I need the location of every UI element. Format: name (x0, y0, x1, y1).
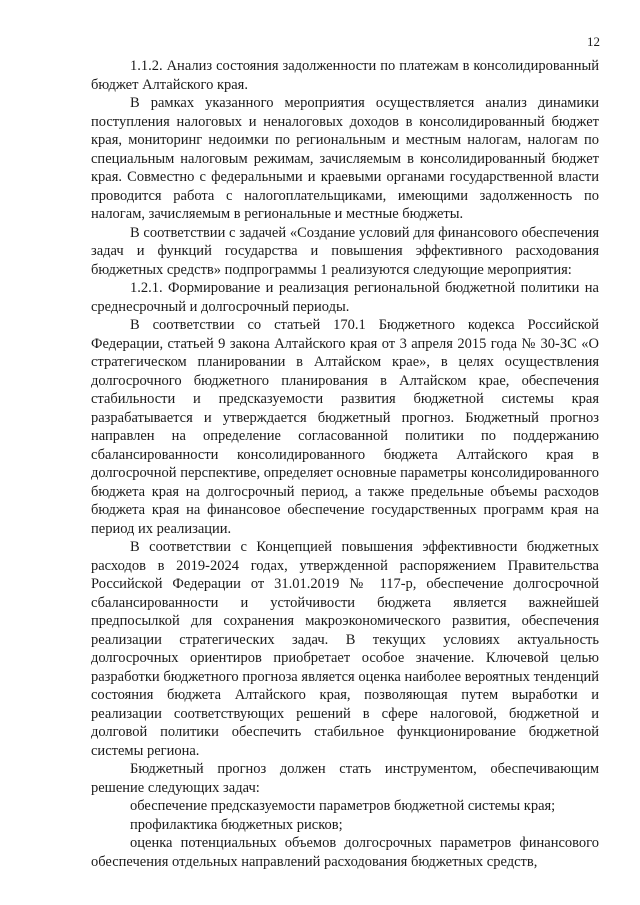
paragraph-budget-forecast: В соответствии со статьей 170.1 Бюджетного кодекса Российской Федерации, статьей 9 закона Алтайского края от 3 апреля 2015 года № 30-ЗС «О стратегическом планировании в Алтайском крае», в целях осуществления долгосрочного бюджетного планирования в Алтайском крае, обеспечения стабильности и предсказуемости развития бюджетной системы края разрабатывается и утверждается бюджетный прогноз. Бюджетный прогноз направлен на определение согласованной политики по поддержанию сбалансированности консолидированного бюджета Алтайского края в долгосрочной перспективе, определяет основные параметры консолидированного бюджета края на долгосрочный период, а также предельные объемы расходов бюджета края на финансовое обеспечение государственных программ края на период их реализации. (91, 317, 599, 537)
list-item: обеспечение предсказуемости параметров бюджетной системы края; (130, 798, 556, 814)
paragraph-concept: В соответствии с Концепцией повышения эффективности бюджетных расходов в 2019-2024 годах, утвержденной распоряжением Правительства Российской Федерации от 31.01.2019 № 117-р, обеспечение долгосрочной сбалансированности и устойчивости бюджета является важнейшей предпосылкой для сохранения макроэкономического развития, обеспечения реализации стратегических задач. В текущих условиях актуальность долгосрочных ориентиров приобретает особое значение. Ключевой целью разработки бюджетного прогноза является оценка наиболее вероятных тенденций состояния бюджета Алтайского края, позволяющая путем выработки и реализации соответствующих решений в сфере налоговой, бюджетной и долговой политики обеспечить стабильное функционирование бюджетной системы региона. (91, 539, 599, 759)
section-heading-1-2-1: 1.2.1. Формирование и реализация региональной бюджетной политики на среднесрочный и долгосрочный периоды. (91, 280, 599, 315)
section-heading-1-1-2: 1.1.2. Анализ состояния задолженности по платежам в консолидированный бюджет Алтайского края. (91, 58, 599, 93)
document-body (91, 57, 599, 871)
paragraph-forecast-tasks: Бюджетный прогноз должен стать инструментом, обеспечивающим решение следующих задач: (91, 761, 599, 796)
paragraph-debt-analysis: В рамках указанного мероприятия осуществляется анализ динамики поступления налоговых и неналоговых доходов в консолидированный бюджет края, мониторинг недоимки по региональным и местным налогам, налогам по специальным налоговым режимам, зачисляемым в консолидированный бюджет края. Совместно с федеральными и краевыми органами государственной власти проводится работа с налогоплательщиками, имеющими задолженность по налогам, зачисляемым в региональные и местные бюджеты. (91, 95, 599, 222)
page-number: 12 (587, 34, 600, 49)
list-item: оценка потенциальных объемов долгосрочных параметров финансового обеспечения отдельных направлений расходования бюджетных средств, (91, 835, 599, 870)
paragraph-task-intro: В соответствии с задачей «Создание условий для финансового обеспечения задач и функций государства и повышения эффективного расходования бюджетных средств» подпрограммы 1 реализуются следующие мероприятия: (91, 224, 599, 278)
list-item: профилактика бюджетных рисков; (130, 816, 343, 833)
